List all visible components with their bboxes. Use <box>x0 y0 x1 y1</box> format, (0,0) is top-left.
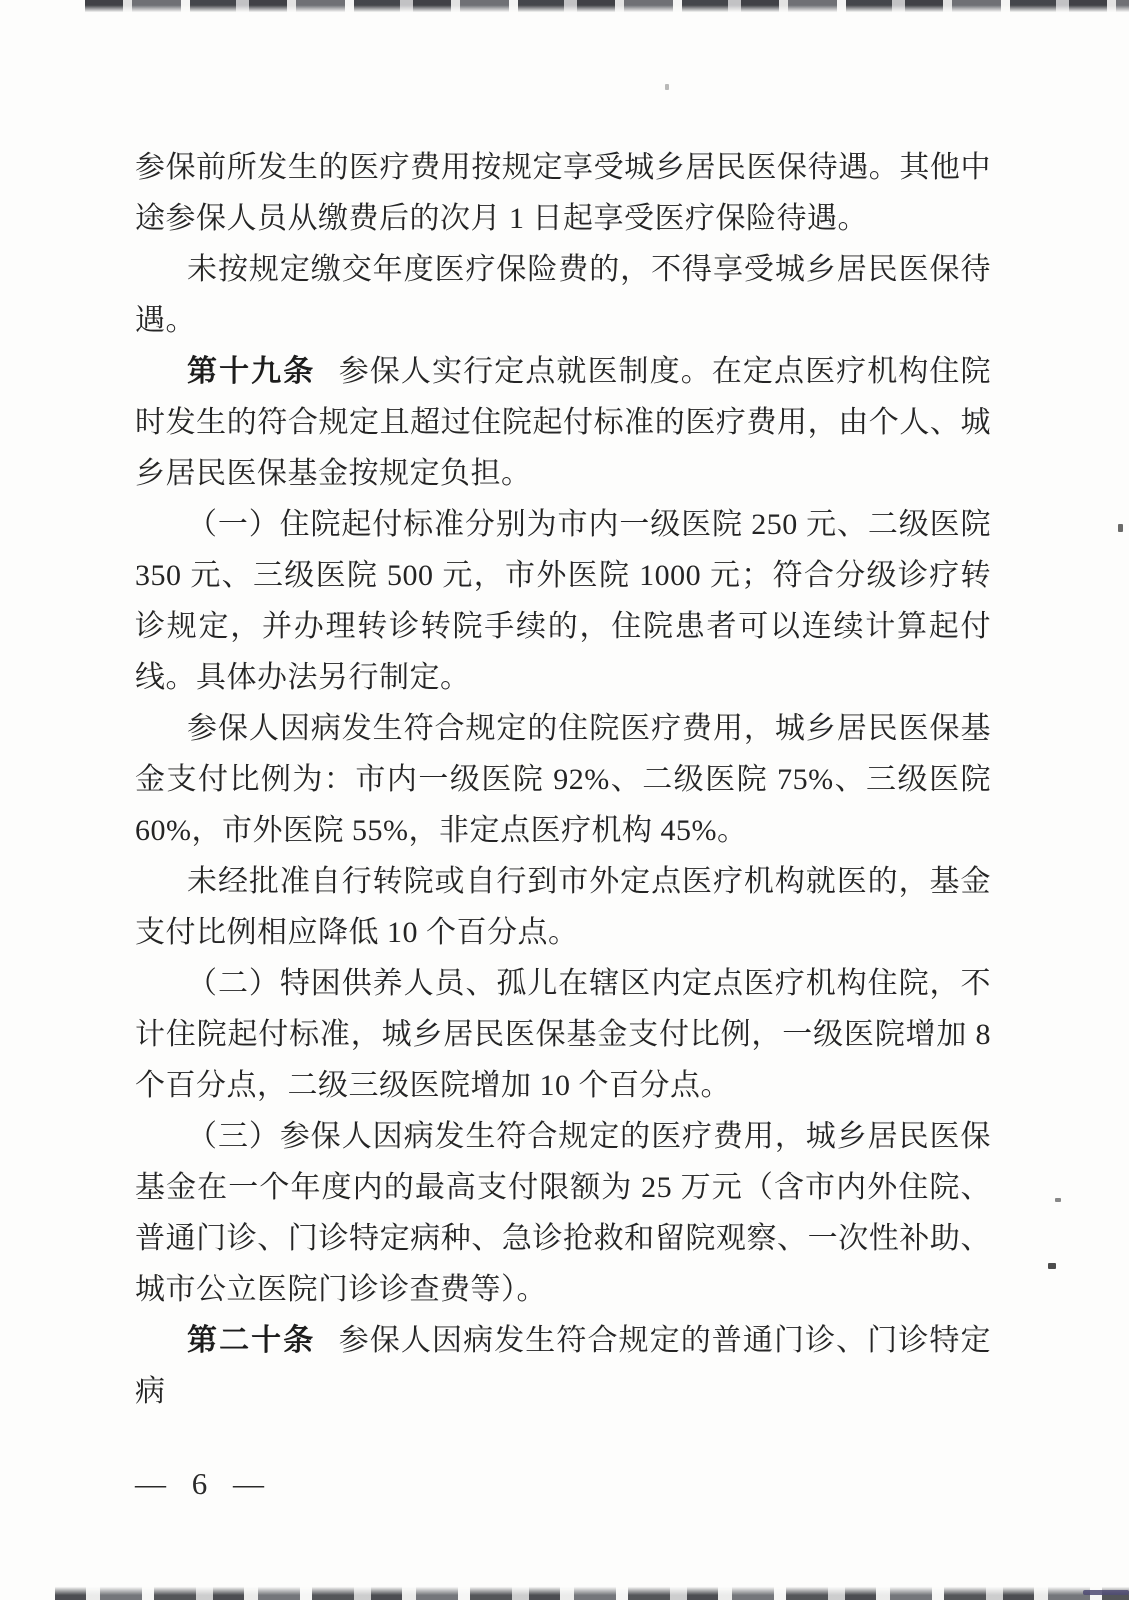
paragraph-text: 参保人实行定点就医制度。在定点医疗机构住院时发生的符合规定且超过住院起付标准的医疗费用，由个人、城乡居民医保基金按规定负担。 <box>135 355 992 490</box>
document-body <box>135 142 991 1417</box>
paragraph <box>135 142 991 244</box>
paragraph <box>135 856 991 958</box>
paragraph-text: 参保前所发生的医疗费用按规定享受城乡居民医保待遇。其他中途参保人员从缴费后的次月 1 日起享受医疗保险待遇。 <box>135 151 991 235</box>
paragraph <box>135 1111 991 1315</box>
article-number-heading: 第十九条 <box>187 355 316 388</box>
paragraph-text: 参保人因病发生符合规定的住院医疗费用，城乡居民医保基金支付比例为：市内一级医院 92%、二级医院 75%、三级医院 60%，市外医院 55%，非定点医疗机构 45%。 <box>135 712 991 847</box>
paragraph-text: 未按规定缴交年度医疗保险费的，不得享受城乡居民医保待遇。 <box>135 253 991 337</box>
paragraph <box>135 703 991 856</box>
scan-artifact-bottom-edge <box>55 1586 1129 1600</box>
paragraph-text: 未经批准自行转院或自行到市外定点医疗机构就医的，基金支付比例相应降低 10 个百分点。 <box>135 865 991 949</box>
paragraph <box>135 499 991 703</box>
paragraph-text: （一）住院起付标准分别为市内一级医院 250 元、二级医院 350 元、三级医院 500 元，市外医院 1000 元；符合分级诊疗转诊规定，并办理转诊转院手续的，住院患者可以连续计算起付线。具体办法另行制定。 <box>135 508 991 694</box>
scan-speck <box>1055 1198 1061 1202</box>
scan-mark-purple <box>1083 1590 1129 1595</box>
scan-speck <box>1048 1263 1056 1269</box>
paragraph-text: 参保人因病发生符合规定的普通门诊、门诊特定病 <box>135 1324 992 1408</box>
paragraph <box>135 958 991 1111</box>
scan-speck <box>665 84 669 90</box>
scan-speck <box>1118 524 1123 532</box>
scan-artifact-top-edge <box>85 0 1129 13</box>
paragraph <box>135 244 991 346</box>
article-number-heading: 第二十条 <box>187 1324 316 1357</box>
page-number: — 6 — <box>135 1466 265 1501</box>
paragraph <box>135 346 991 499</box>
paragraph <box>135 1315 991 1417</box>
paragraph-text: （三）参保人因病发生符合规定的医疗费用，城乡居民医保基金在一个年度内的最高支付限额为 25 万元（含市内外住院、普通门诊、门诊特定病种、急诊抢救和留院观察、一次性补助、城市公立医院门诊诊查费等）。 <box>135 1120 991 1306</box>
paragraph-text: （二）特困供养人员、孤儿在辖区内定点医疗机构住院，不计住院起付标准，城乡居民医保基金支付比例，一级医院增加 8 个百分点，二级三级医院增加 10 个百分点。 <box>135 967 991 1102</box>
